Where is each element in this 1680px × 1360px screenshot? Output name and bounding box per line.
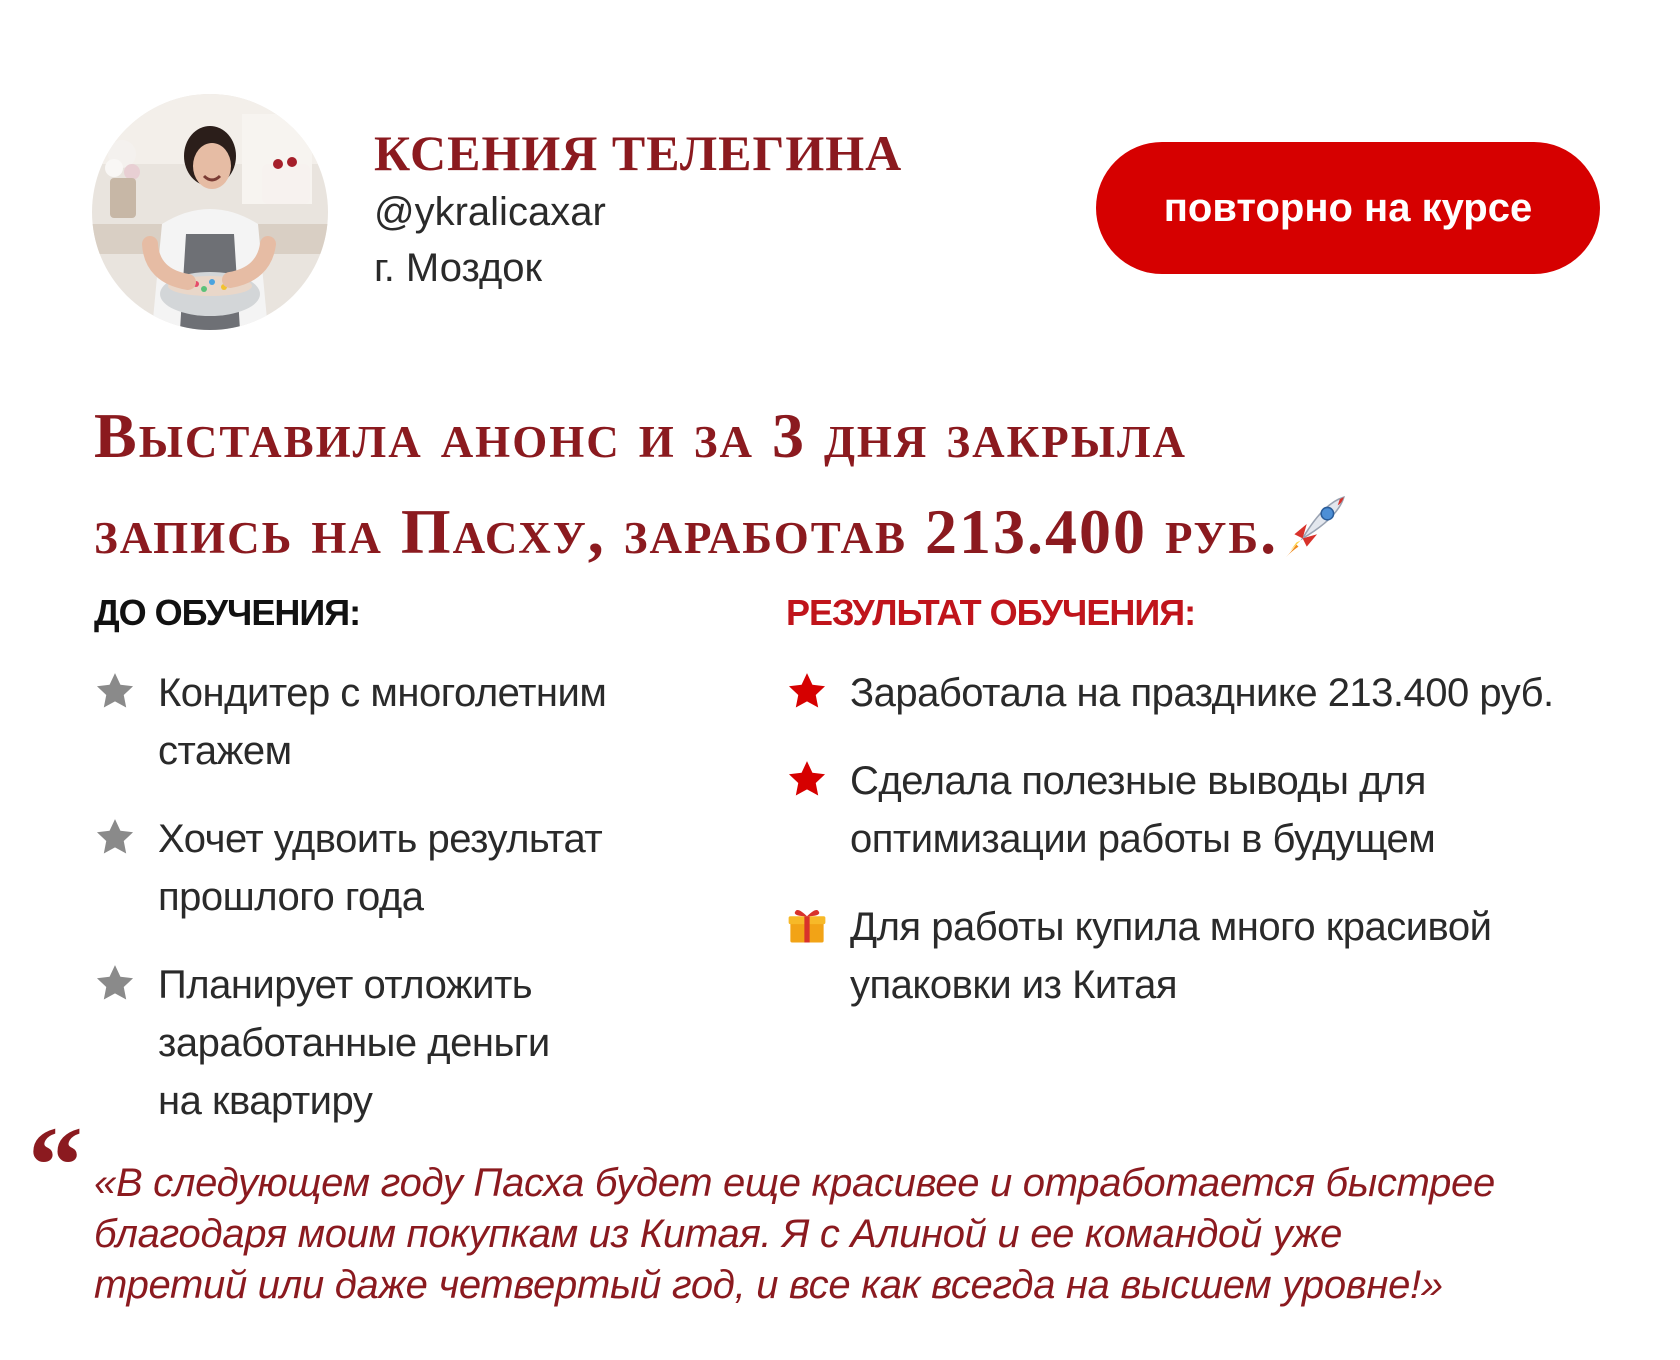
list-item [786, 898, 1646, 1014]
rocket-icon [1282, 490, 1348, 586]
list-item-text: Заработала на празднике 213.400 руб. [850, 671, 1554, 715]
list-item-text: заработанные деньги [158, 1021, 550, 1065]
list-item-text: Планирует отложить [158, 963, 533, 1007]
page-title-line-2-text: запись на Пасху, заработав 213.400 руб. [94, 496, 1279, 567]
quote-line: третий или даже четвертый год, и все как всегда на высшем уровне!» [94, 1263, 1443, 1307]
list-item [94, 810, 734, 926]
list-item-text: на квартиру [158, 1079, 373, 1123]
star-icon [94, 670, 136, 712]
avatar [92, 94, 328, 330]
list-item-text: Для работы купила много красивой [850, 905, 1492, 949]
status-badge: повторно на курсе [1096, 142, 1600, 274]
before-title: ДО ОБУЧЕНИЯ: [94, 592, 361, 633]
star-icon [786, 758, 828, 800]
list-item-text: прошлого года [158, 875, 424, 919]
quote-mark-icon: “ [28, 1104, 83, 1226]
profile-handle[interactable]: @ykralicaxar [374, 190, 606, 234]
quote-line: «В следующем году Пасха будет еще красивее и отработается быстрее [94, 1161, 1495, 1205]
list-item-text: Хочет удвоить результат [158, 817, 603, 861]
gift-icon [786, 904, 828, 946]
list-item-text: Сделала полезные выводы для [850, 759, 1426, 803]
page-title-line-1: Выставила анонс и за 3 дня закрыла [94, 400, 1187, 471]
star-icon [786, 670, 828, 712]
avatar-photo [92, 94, 328, 330]
testimonial-quote [94, 1158, 1664, 1311]
list-item-text: оптимизации работы в будущем [850, 817, 1436, 861]
page-title-line-2 [94, 484, 1654, 586]
quote-line: благодаря моим покупкам из Китая. Я с Алиной и ее командой уже [94, 1212, 1343, 1256]
list-item [94, 956, 734, 1130]
result-list [786, 664, 1646, 1044]
page-title [94, 388, 1654, 586]
list-item-text: упаковки из Китая [850, 963, 1178, 1007]
profile-name: КСЕНИЯ ТЕЛЕГИНА [374, 125, 903, 181]
before-list [94, 664, 734, 1160]
list-item-text: стажем [158, 729, 292, 773]
list-item-text: Кондитер с многолетним [158, 671, 607, 715]
profile-city: г. Моздок [374, 246, 543, 290]
result-title: РЕЗУЛЬТАТ ОБУЧЕНИЯ: [786, 592, 1196, 633]
list-item [786, 752, 1646, 868]
list-item [786, 664, 1646, 722]
list-item [94, 664, 734, 780]
star-icon [94, 816, 136, 858]
star-icon [94, 962, 136, 1004]
